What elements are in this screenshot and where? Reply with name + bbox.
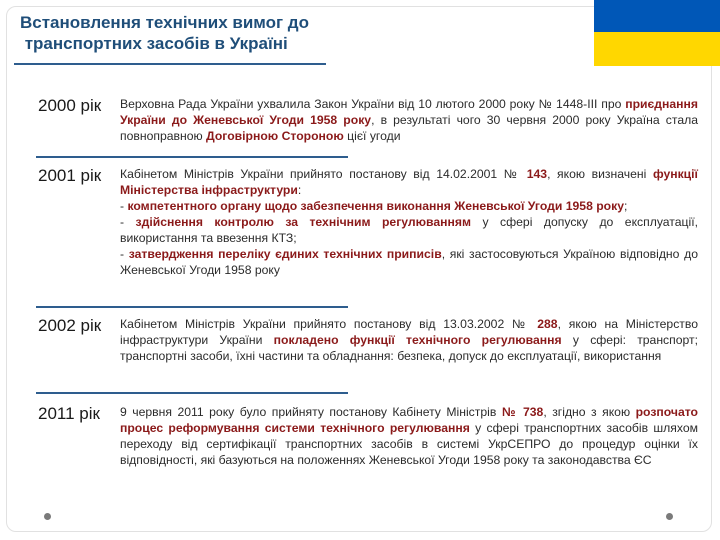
entry-2011-h2: розпочато процес реформування системи технічного регулювання — [120, 405, 698, 435]
entry-2000-h1: приєднання України до Женевської Угоди 1958 року — [120, 97, 698, 127]
entry-2001-b1-hl: компетентного органу щодо забезпечення виконання Женевської Угоди 1958 року — [127, 199, 625, 213]
flag-blue-stripe — [594, 0, 720, 32]
ukraine-flag — [594, 0, 720, 66]
entry-2000-s3: цієї угоди — [343, 129, 401, 143]
slide-corner-dot-left — [44, 513, 51, 520]
title-line-2: транспортних засобів в Україні — [20, 34, 288, 53]
entry-2001-s3: : — [297, 183, 302, 197]
entry-2000-h2: Договірною Стороною — [206, 129, 344, 143]
year-2001: 2001 рік — [38, 166, 102, 185]
entry-2001-bullet-2 — [120, 214, 698, 246]
entry-2001-b1-pre: - — [120, 199, 128, 213]
entry-2001-b2-hl: здійснення контролю за технічним регулюванням — [135, 215, 472, 229]
title-line-1: Встановлення технічних вимог до — [20, 13, 309, 32]
entry-2001-b3-hl: затвердження переліку єдиних технічних приписів — [128, 247, 442, 261]
entry-2000-s2: , в результаті чого 30 червня 2000 року Україна стала повноправною — [120, 113, 698, 143]
entry-2011-text — [120, 404, 698, 468]
page-title — [20, 12, 350, 54]
year-2000: 2000 рік — [38, 96, 102, 115]
entry-2001-b1-post: ; — [624, 199, 628, 213]
slide-corner-dot-right — [666, 513, 673, 520]
entry-2002-s1: Кабінетом Міністрів України прийнято постанову від 13.03.2002 № — [120, 317, 538, 331]
year-2011: 2011 рік — [38, 404, 100, 423]
entry-2001-s2: , якою визначені — [547, 167, 653, 181]
flag-yellow-stripe — [594, 32, 720, 66]
entry-2001-h2: функції Міністерства інфраструктури — [120, 167, 698, 197]
entry-2000-s1: Верховна Рада України ухвалила Закон України від 10 лютого 2000 року № 1448-III про — [120, 97, 626, 111]
entry-2001-bullet-3 — [120, 246, 698, 278]
entry-2011-s2: , згідно з якою — [543, 405, 636, 419]
entry-2001-b2-pre: - — [120, 215, 136, 229]
divider-2000 — [36, 156, 348, 158]
entry-2001-intro — [120, 166, 698, 198]
entry-2002-h2: покладено функції технічного регулювання — [273, 333, 562, 347]
entry-2001-text — [120, 166, 698, 278]
entry-2002-s3: у сфері: транспорт; транспортні засоби, їхні частини та обладнання: безпека, допуск до експлуатації, використання — [120, 333, 699, 363]
entry-2002-h1: 288 — [537, 317, 558, 331]
entry-2011-s3: у сфері транспортних засобів шляхом переходу від сертифікації транспортних засобів в системі УкрСЕПРО до процедур оцінки їх відповідності, які базуються на положеннях Женевської Угоди 1958 року та законодавства ЄС — [120, 421, 698, 467]
entry-2001-b2-post: у сфері допуску до експлуатації, використання та ввезення КТЗ; — [120, 215, 698, 245]
entry-2011-s1: 9 червня 2011 року було прийняту постанову Кабінету Міністрів — [120, 405, 502, 419]
entry-2001-b3-pre: - — [120, 247, 129, 261]
entry-2001-h1: 143 — [526, 167, 548, 181]
entry-2001-b3-post: , які застосовуються Україною відповідно до Женевської Угоди 1958 року — [120, 247, 698, 277]
entry-2001-s1: Кабінетом Міністрів України прийнято постанову від 14.02.2001 № — [120, 167, 527, 181]
entry-2000-text — [120, 96, 698, 144]
year-2002: 2002 рік — [38, 316, 102, 335]
divider-2002 — [36, 392, 348, 394]
title-underline — [14, 63, 326, 65]
entry-2001-bullet-1 — [120, 198, 698, 214]
entry-2011-h1: № 738 — [501, 405, 544, 419]
entry-2002-text — [120, 316, 698, 364]
divider-2001 — [36, 306, 348, 308]
entry-2002-s2: , якою на Міністерство інфраструктури України — [120, 317, 698, 347]
